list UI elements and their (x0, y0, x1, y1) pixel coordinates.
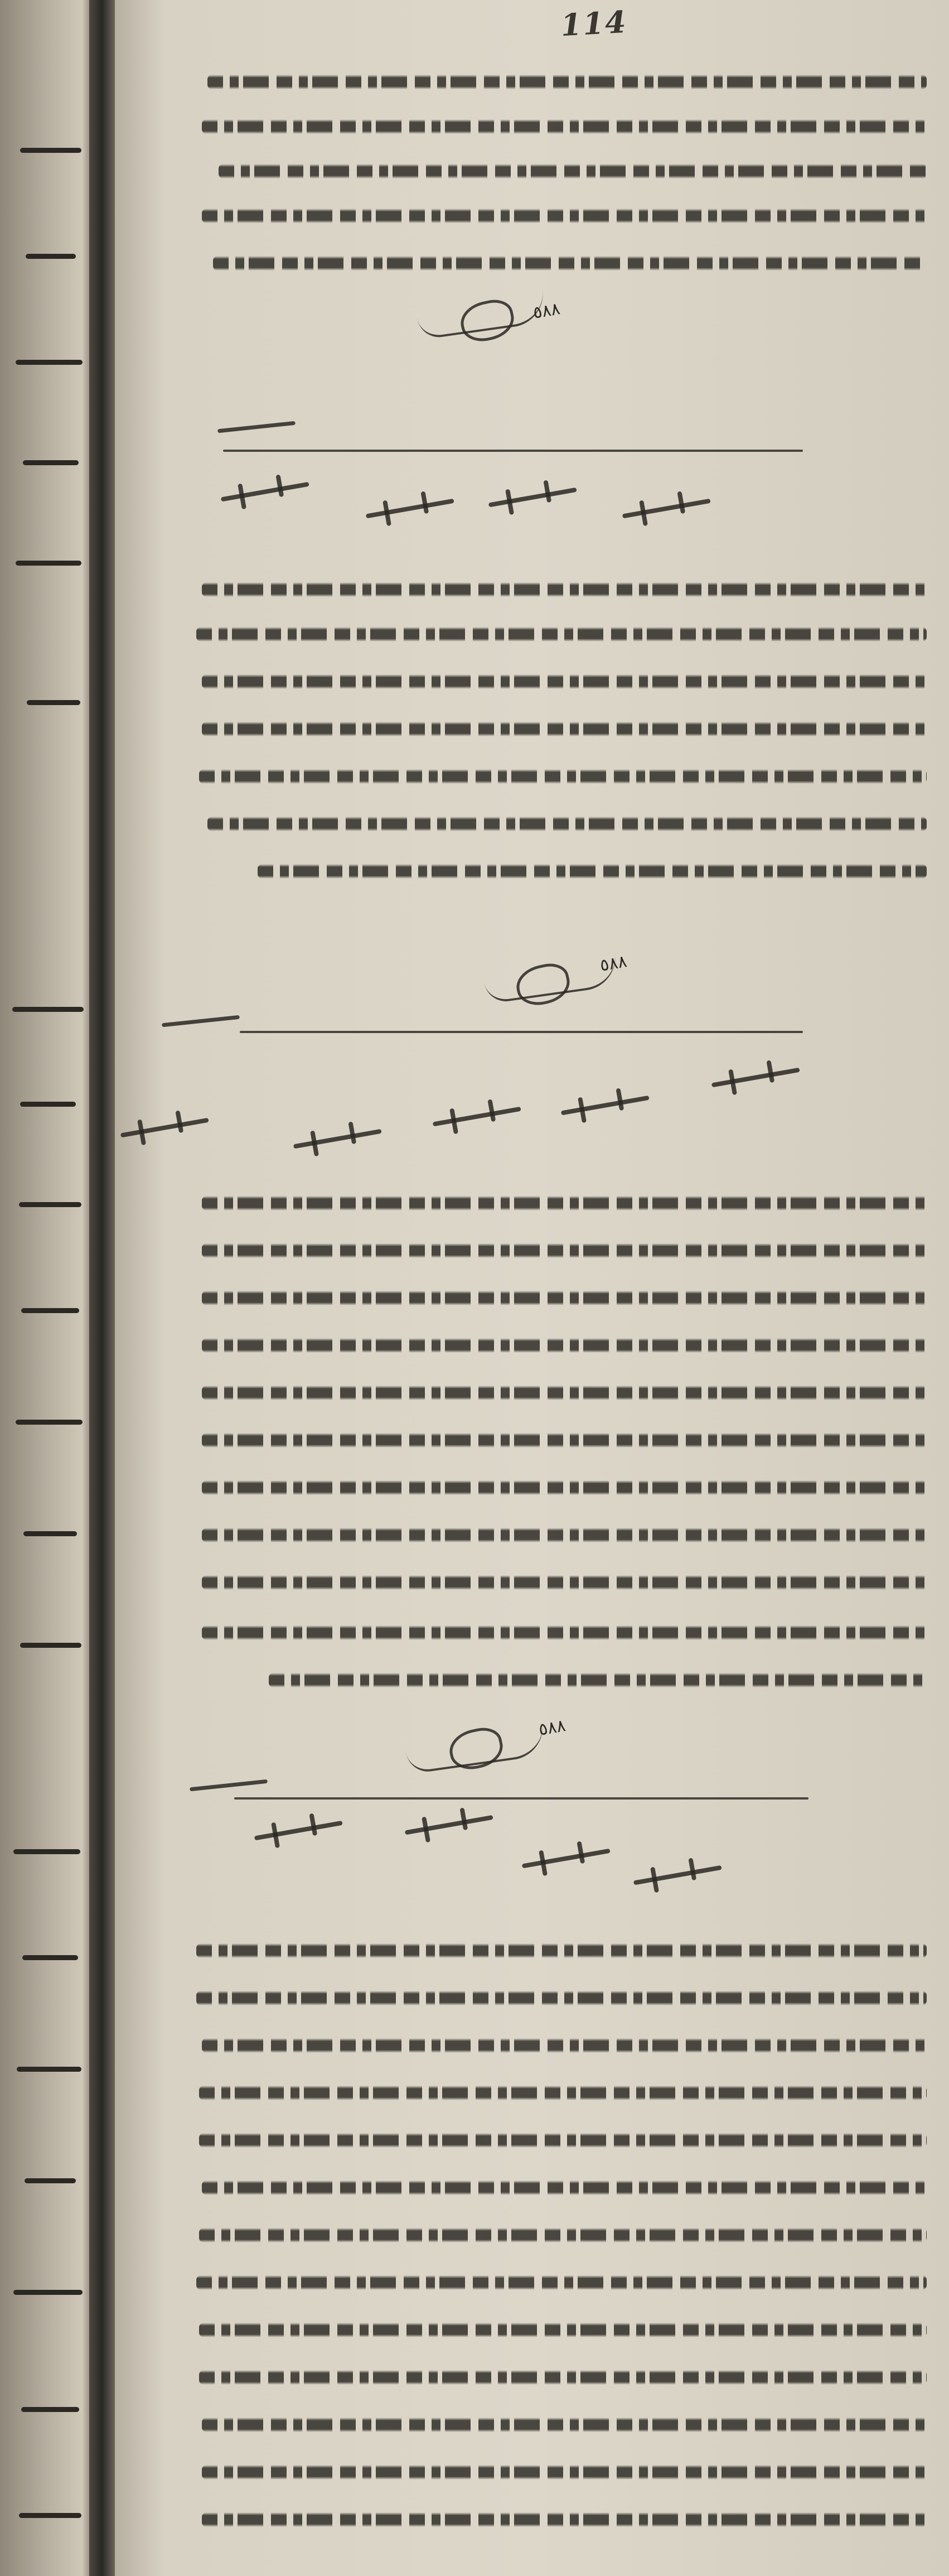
date-mark: ٥٨٨ (531, 299, 562, 323)
text-line (202, 112, 927, 142)
text-line (202, 2173, 927, 2203)
text-line (199, 2362, 927, 2393)
register-entry-3 (115, 1177, 949, 1763)
text-line (202, 2457, 927, 2488)
text-line (202, 1188, 927, 1219)
page-number: 114 (560, 3, 628, 44)
text-line (202, 1330, 927, 1361)
book-gutter (89, 0, 115, 2576)
entry-divider (240, 1031, 803, 1033)
register-entry-4 (115, 1924, 949, 2566)
text-line (199, 2220, 927, 2251)
text-line (196, 619, 927, 650)
date-mark: ٥٨٨ (598, 952, 629, 976)
text-line (202, 2505, 927, 2535)
text-line (202, 1567, 927, 1598)
entry-divider (223, 450, 803, 452)
text-line (202, 667, 927, 697)
left-page-margin-fragments (0, 0, 89, 2576)
register-entry-2 (115, 563, 949, 1026)
text-line (202, 1618, 927, 1648)
text-line (202, 201, 927, 231)
text-line (202, 2410, 927, 2440)
signature-flourish (413, 270, 548, 340)
text-line (202, 1378, 927, 1408)
text-line (196, 2268, 927, 2298)
text-line (202, 714, 927, 745)
register-entry-1 (115, 56, 949, 368)
text-line (258, 856, 927, 887)
signature-flourish (480, 934, 620, 1004)
text-line (213, 248, 927, 279)
text-line (196, 1983, 927, 2014)
text-line (207, 67, 927, 98)
text-line (202, 575, 927, 605)
text-line (269, 1665, 927, 1696)
text-line (202, 1236, 927, 1266)
text-line (202, 1473, 927, 1503)
text-line (199, 2315, 927, 2346)
text-line (199, 761, 927, 792)
text-line (202, 1425, 927, 1456)
entry-divider (234, 1797, 808, 1800)
text-line (202, 1520, 927, 1551)
text-line (219, 156, 927, 187)
text-line (196, 1936, 927, 1966)
text-line (199, 2125, 927, 2156)
date-mark: ٥٨٨ (537, 1716, 568, 1740)
text-line (207, 809, 927, 840)
text-line (202, 2030, 927, 2061)
text-line (199, 2078, 927, 2109)
text-line (202, 1283, 927, 1314)
